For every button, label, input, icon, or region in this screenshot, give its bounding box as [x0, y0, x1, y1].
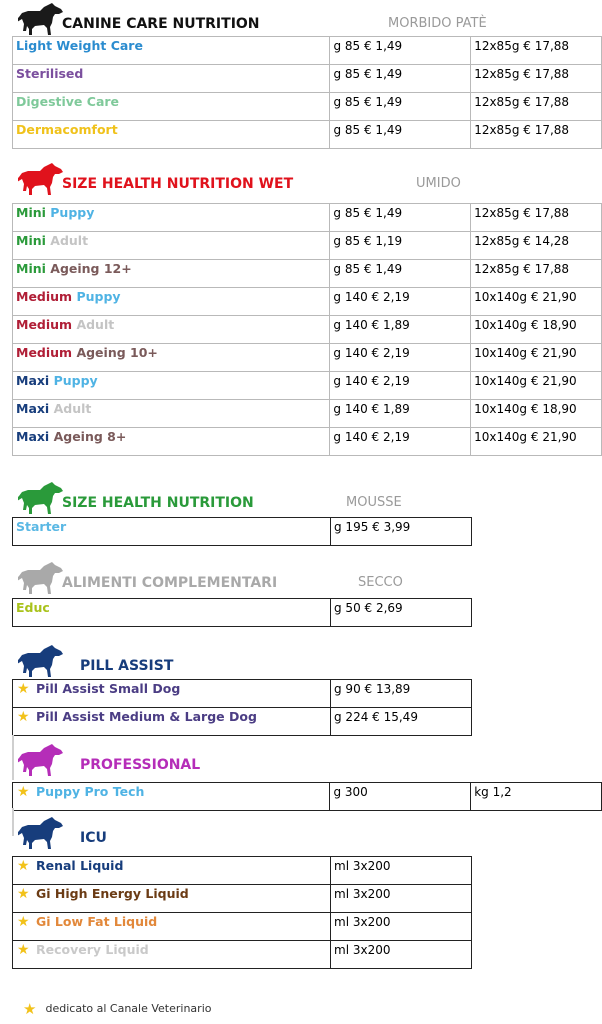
- unit-price: ml 3x200: [331, 857, 472, 885]
- product-name-part: Ageing 10+: [76, 345, 158, 360]
- unit-price: ml 3x200: [331, 941, 472, 969]
- star-icon: ★: [17, 681, 30, 697]
- pack-price: 12x85g € 17,88: [471, 204, 602, 232]
- product-name: [13, 372, 330, 400]
- unit-price: ml 3x200: [331, 885, 472, 913]
- table-row: [13, 372, 602, 400]
- product-table: [12, 517, 472, 546]
- product-name-part: Mini: [16, 205, 51, 220]
- section-title: ALIMENTI COMPLEMENTARI: [62, 575, 278, 591]
- unit-price: g 85 € 1,49: [330, 260, 471, 288]
- product-name-part: Ageing 12+: [50, 261, 132, 276]
- section-title: PROFESSIONAL: [80, 757, 201, 773]
- product-name-part: Medium: [16, 345, 77, 360]
- section-type: UMIDO: [416, 176, 461, 191]
- product-name: [13, 680, 331, 708]
- dog-icon: [18, 162, 64, 196]
- table-row: [13, 344, 602, 372]
- section-header: [0, 481, 602, 511]
- star-icon: ★: [17, 784, 30, 800]
- unit-price: g 90 € 13,89: [331, 680, 472, 708]
- product-name-part: Renal Liquid: [36, 858, 124, 873]
- unit-price: g 140 € 2,19: [330, 428, 471, 456]
- product-name-part: Gi High Energy Liquid: [36, 886, 189, 901]
- product-name-part: Light Weight Care: [16, 38, 143, 53]
- section-header: [0, 162, 602, 192]
- table-row: [13, 204, 602, 232]
- star-icon: ★: [23, 1000, 37, 1018]
- pack-price: 10x140g € 21,90: [471, 344, 602, 372]
- product-name-part: Ageing 8+: [53, 429, 127, 444]
- product-name: [13, 316, 330, 344]
- product-name: [13, 344, 330, 372]
- product-name-part: Medium: [16, 317, 77, 332]
- section-header: [0, 644, 602, 674]
- unit-price: g 50 € 2,69: [331, 599, 472, 627]
- unit-price: g 85 € 1,49: [330, 65, 471, 93]
- star-icon: ★: [17, 942, 30, 958]
- pack-price: 10x140g € 21,90: [471, 372, 602, 400]
- product-name: [13, 65, 330, 93]
- table-row: [13, 400, 602, 428]
- unit-price: g 224 € 15,49: [331, 708, 472, 736]
- unit-price: g 85 € 1,49: [330, 93, 471, 121]
- pack-price: 12x85g € 17,88: [471, 93, 602, 121]
- product-name-part: Educ: [16, 600, 50, 615]
- unit-price: g 140 € 1,89: [330, 400, 471, 428]
- table-row: [13, 783, 602, 811]
- table-row: [13, 288, 602, 316]
- unit-price: g 140 € 2,19: [330, 344, 471, 372]
- section-header: [0, 816, 602, 846]
- product-name: [13, 93, 330, 121]
- unit-price: g 140 € 2,19: [330, 288, 471, 316]
- product-name: [13, 121, 330, 149]
- legend-text: dedicato al Canale Veterinario: [45, 1002, 212, 1015]
- product-name: [13, 232, 330, 260]
- product-table: [12, 856, 472, 969]
- product-name-part: Dermacomfort: [16, 122, 118, 137]
- product-name-part: Puppy: [50, 205, 95, 220]
- unit-price: g 85 € 1,49: [330, 204, 471, 232]
- section-type: MOUSSE: [346, 495, 402, 510]
- product-name-part: Maxi: [16, 429, 54, 444]
- product-name: [13, 204, 330, 232]
- product-name-part: Starter: [16, 519, 67, 534]
- pack-price: kg 1,2: [471, 783, 602, 811]
- unit-price: g 195 € 3,99: [331, 518, 472, 546]
- product-name-part: Digestive Care: [16, 94, 120, 109]
- unit-price: g 85 € 1,19: [330, 232, 471, 260]
- product-name-part: Adult: [50, 233, 89, 248]
- table-row: [13, 599, 472, 627]
- section-header: [0, 561, 602, 591]
- product-name: [13, 599, 331, 627]
- product-name: [13, 518, 331, 546]
- section-header: [0, 2, 602, 32]
- divider: [12, 735, 14, 780]
- product-name-part: Medium: [16, 289, 77, 304]
- pack-price: 10x140g € 18,90: [471, 316, 602, 344]
- pack-price: 12x85g € 17,88: [471, 260, 602, 288]
- dog-icon: [18, 561, 64, 595]
- table-row: [13, 708, 472, 736]
- product-name-part: Mini: [16, 261, 51, 276]
- product-table: [12, 36, 602, 149]
- table-row: [13, 37, 602, 65]
- product-name-part: Pill Assist Medium & Large Dog: [36, 709, 257, 724]
- product-table: [12, 203, 602, 456]
- pack-price: 12x85g € 17,88: [471, 65, 602, 93]
- product-name: [13, 941, 331, 969]
- product-name-part: Maxi: [16, 373, 54, 388]
- product-name-part: Puppy: [53, 373, 98, 388]
- product-name: [13, 428, 330, 456]
- unit-price: ml 3x200: [331, 913, 472, 941]
- product-name-part: Recovery Liquid: [36, 942, 149, 957]
- product-name-part: Mini: [16, 233, 51, 248]
- product-name-part: Adult: [53, 401, 92, 416]
- product-name: [13, 783, 330, 811]
- section-title: CANINE CARE NUTRITION: [62, 16, 260, 32]
- pack-price: 12x85g € 14,28: [471, 232, 602, 260]
- table-row: [13, 518, 472, 546]
- dog-icon: [18, 743, 64, 777]
- table-row: [13, 232, 602, 260]
- section-title: ICU: [80, 830, 107, 846]
- product-name: [13, 857, 331, 885]
- pack-price: 12x85g € 17,88: [471, 37, 602, 65]
- legend: [22, 1002, 211, 1016]
- pack-price: 10x140g € 18,90: [471, 400, 602, 428]
- unit-price: g 140 € 2,19: [330, 372, 471, 400]
- product-name: [13, 913, 331, 941]
- product-name: [13, 400, 330, 428]
- star-icon: ★: [17, 709, 30, 725]
- product-name-part: Puppy Pro Tech: [36, 784, 145, 799]
- star-icon: ★: [17, 914, 30, 930]
- table-row: [13, 941, 472, 969]
- product-table: [12, 679, 472, 736]
- table-row: [13, 913, 472, 941]
- dog-icon: [18, 816, 64, 850]
- product-table: [12, 782, 602, 811]
- section-header: [0, 743, 602, 773]
- table-row: [13, 65, 602, 93]
- product-name: [13, 708, 331, 736]
- product-name: [13, 885, 331, 913]
- table-row: [13, 121, 602, 149]
- product-name-part: Sterilised: [16, 66, 84, 81]
- pack-price: 10x140g € 21,90: [471, 288, 602, 316]
- pack-price: 12x85g € 17,88: [471, 121, 602, 149]
- section-title: SIZE HEALTH NUTRITION WET: [62, 176, 294, 192]
- product-name-part: Pill Assist Small Dog: [36, 681, 181, 696]
- product-name: [13, 260, 330, 288]
- product-name-part: Adult: [76, 317, 115, 332]
- table-row: [13, 428, 602, 456]
- unit-price: g 140 € 1,89: [330, 316, 471, 344]
- section-title: SIZE HEALTH NUTRITION: [62, 495, 254, 511]
- product-name-part: Gi Low Fat Liquid: [36, 914, 158, 929]
- unit-price: g 85 € 1,49: [330, 121, 471, 149]
- product-name: [13, 37, 330, 65]
- table-row: [13, 93, 602, 121]
- pack-price: 10x140g € 21,90: [471, 428, 602, 456]
- unit-price: g 85 € 1,49: [330, 37, 471, 65]
- table-row: [13, 680, 472, 708]
- divider: [12, 808, 14, 836]
- table-row: [13, 316, 602, 344]
- section-type: SECCO: [358, 575, 403, 590]
- star-icon: ★: [17, 886, 30, 902]
- product-name: [13, 288, 330, 316]
- section-type: MORBIDO PATÈ: [388, 16, 487, 31]
- dog-icon: [18, 644, 64, 678]
- dog-icon: [18, 481, 64, 515]
- table-row: [13, 885, 472, 913]
- product-name-part: Puppy: [76, 289, 121, 304]
- star-icon: ★: [17, 858, 30, 874]
- table-row: [13, 857, 472, 885]
- table-row: [13, 260, 602, 288]
- unit-price: g 300: [330, 783, 471, 811]
- product-name-part: Maxi: [16, 401, 54, 416]
- product-table: [12, 598, 472, 627]
- section-title: PILL ASSIST: [80, 658, 174, 674]
- dog-icon: [18, 2, 64, 36]
